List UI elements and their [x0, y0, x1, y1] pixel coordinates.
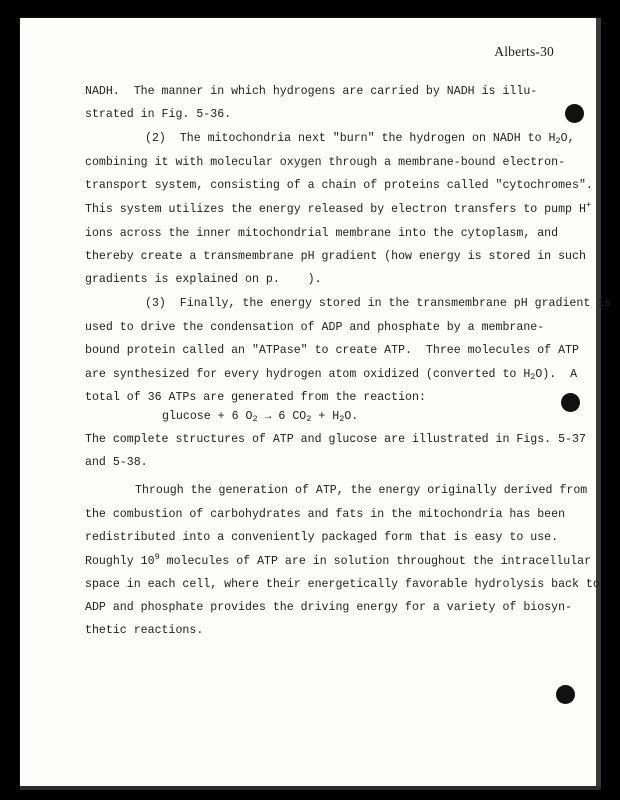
reaction-equation: glucose + 6 $O_2 \to 6$ $CO_2 + H_2O$.	[162, 410, 359, 424]
punch-hole-top	[565, 104, 584, 123]
text-line: thetic reactions.	[85, 624, 204, 637]
punch-hole-bottom	[556, 685, 575, 704]
text-line: Roughly $10^9$ molecules of ATP are in solution throughout the intracellular	[85, 552, 592, 568]
text-line: strated in Fig. 5-36.	[85, 108, 232, 121]
page-bottom-shadow	[20, 786, 601, 790]
paragraph-3-start: (3) Finally, the energy stored in the transmembrane pH gradient is	[145, 297, 612, 310]
text-line: and 5-38.	[85, 456, 148, 469]
paragraph-2-start: (2) The mitochondria next "burn" the hydrogen on NADH to $H_2O$,	[145, 132, 575, 146]
text-line: transport system, consisting of a chain of proteins called "cytochromes".	[85, 179, 593, 192]
text-line: bound protein called an "ATPase" to create ATP. Three molecules of ATP	[85, 344, 579, 357]
text-line: combining it with molecular oxygen through a membrane-bound electron-	[85, 156, 566, 169]
text-line: The complete structures of ATP and glucose are illustrated in Figs. 5-37	[85, 433, 586, 446]
text-line: are synthesized for every hydrogen atom oxidized (converted to $H_2O$). A	[85, 368, 578, 382]
paragraph-4-start: Through the generation of ATP, the energy originally derived from	[135, 484, 588, 497]
punch-hole-middle	[561, 393, 580, 412]
text-line: NADH. The manner in which hydrogens are carried by NADH is illu-	[85, 85, 538, 98]
text-line: redistributed into a conveniently packaged form that is easy to use.	[85, 531, 559, 544]
text-line: ions across the inner mitochondrial membrane into the cytoplasm, and	[85, 227, 559, 240]
text-line: ADP and phosphate provides the driving energy for a variety of biosyn-	[85, 601, 573, 614]
text-line: space in each cell, where their energetically favorable hydrolysis back to	[85, 578, 600, 591]
text-line: total of 36 ATPs are generated from the reaction:	[85, 391, 426, 404]
text-line: the combustion of carbohydrates and fats in the mitochondria has been	[85, 508, 566, 521]
text-line: gradients is explained on p. ).	[85, 273, 322, 286]
page-edge-shadow	[596, 18, 601, 786]
text-line: used to drive the condensation of ADP and phosphate by a membrane-	[85, 321, 545, 334]
text-line: thereby create a transmembrane pH gradient (how energy is stored in such	[85, 250, 586, 263]
page-label: Alberts-30	[494, 44, 554, 59]
text-line: This system utilizes the energy released by electron transfers to pump H+	[85, 200, 592, 216]
